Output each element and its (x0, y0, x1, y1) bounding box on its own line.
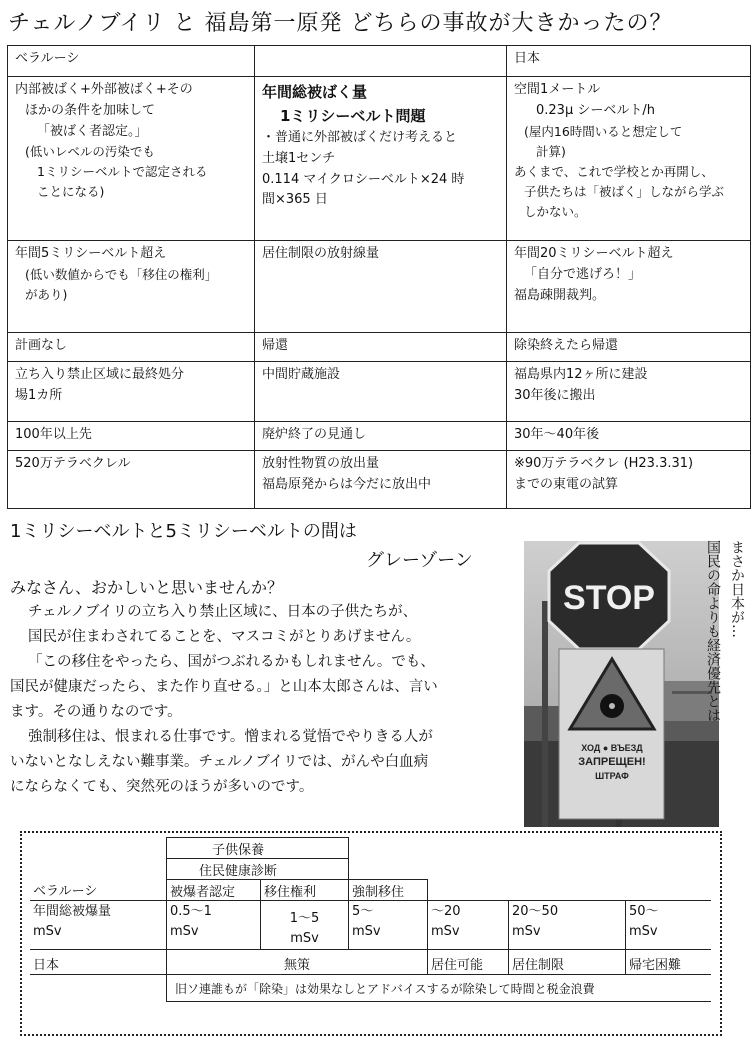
cell-belarus (8, 77, 255, 241)
cell-topic: 帰還 (255, 333, 507, 362)
cell-belarus (8, 451, 255, 509)
cell-line: 福島原発からは今だに放出中 (262, 476, 432, 492)
cell-line: 福島県内12ヶ所に建設 (514, 367, 648, 382)
cell-line: (屋内16時間いると想定して (524, 123, 683, 139)
belarus-item: 移住権利 (260, 879, 349, 901)
cell-line: ことになる) (37, 184, 105, 200)
cell-line: 「自分で逃げろ！」 (524, 266, 642, 282)
caption-line: 国民の命よりも経済優先とは (705, 540, 721, 722)
japan-none: 無策 (166, 949, 428, 975)
belarus-item: 強制移住 (348, 879, 428, 901)
cell-line: ・普通に外部被ばくだけ考えると (262, 130, 458, 145)
cell-line: (低いレベルの汚染でも (25, 144, 155, 160)
cell-belarus: 計画なし (8, 333, 255, 362)
table-row (8, 241, 751, 333)
paragraph-line: 強制移住は、恨まれる仕事です。憎まれる覚悟でやりきる人が (28, 729, 433, 745)
cell-japan (507, 77, 751, 241)
dose-range-cell (427, 900, 509, 950)
gray-zone-heading: 1ミリシーベルトと5ミリシーベルトの間は (10, 521, 357, 542)
dose-range: 50～ (629, 904, 659, 919)
cell-line: 子供たちは「被ばく」しながら学ぶ (524, 183, 725, 199)
cell-line: までの東電の試算 (514, 476, 619, 492)
cell-line: 1ミリシーベルトで認定される (37, 164, 208, 180)
header-topic (255, 46, 507, 77)
stop-sign-text: STOP (563, 579, 655, 617)
cell-belarus: 100年以上先 (8, 422, 255, 451)
cell-japan (507, 241, 751, 333)
unit-label: mSv (290, 931, 319, 946)
dose-range: 5～ (352, 904, 374, 919)
cell-line: 1ミリシーベルト問題 (280, 107, 426, 125)
unit-label: mSv (33, 924, 62, 939)
plate-text: ЗАПРЕЩЕН! (578, 756, 646, 768)
decontamination-footnote: 旧ソ連誰もが「除染」は効果なしとアドバイスするが除染して時間と税金浪費 (166, 974, 711, 1002)
cell-line: 土壌1センチ (262, 150, 336, 166)
cell-topic (255, 77, 507, 241)
cell-japan: 除染終えたら帰還 (507, 333, 751, 362)
stop-sign-photo (524, 541, 719, 827)
paragraph-line: にならなくても、突然死のほうが多いのです。 (10, 779, 314, 795)
dose-range-cell (166, 900, 261, 950)
cell-line: 福島疎開裁判。 (514, 287, 606, 303)
cell-line: 中間貯蔵施設 (262, 367, 341, 382)
paragraph-line: 国民が住まわされてることを、マスコミがとりあげません。 (28, 629, 421, 645)
dose-scale-box (20, 831, 722, 1036)
comparison-table (7, 45, 751, 509)
belarus-row-label: ベラルーシ (30, 879, 167, 901)
header-japan: 日本 (507, 46, 751, 77)
header-belarus: ベラルーシ (8, 46, 255, 77)
unit-label: mSv (629, 924, 658, 939)
cell-line: 年間20ミリシーベルト超え (514, 246, 674, 261)
belarus-item: 被爆者認定 (166, 879, 261, 901)
plate-text: ХОД ● ВЪЕЗД (581, 743, 643, 753)
cell-line: (低い数値からでも「移住の権利」 (25, 266, 218, 282)
table-row (8, 333, 751, 362)
child-care-label: 子供保養 (166, 837, 349, 859)
paragraph-line: 「この移住をやったら、国がつぶれるかもしれません。でも、 (28, 654, 435, 670)
dose-range: 1～5 (289, 911, 320, 926)
cell-line: 30年後に搬出 (514, 387, 596, 403)
unit-label: mSv (170, 924, 199, 939)
table-row (8, 422, 751, 451)
cell-line: 計算) (536, 143, 566, 159)
cell-japan: 30年～40年後 (507, 422, 751, 451)
dose-range-cell (260, 900, 349, 950)
table-row (8, 451, 751, 509)
photo-image (524, 541, 719, 827)
cell-line: ほかの条件を加味して (25, 102, 156, 118)
cell-topic (255, 362, 507, 422)
cell-line: があり) (25, 286, 68, 302)
cell-line: 空間1メートル (514, 82, 601, 97)
question-heading: みなさん、おかしいと思いませんか？ (10, 578, 283, 597)
dose-range: 20～50 (512, 904, 559, 919)
cell-line: 間×365 日 (262, 192, 328, 208)
plate-text: ШТРАФ (595, 771, 629, 781)
table-header-row (8, 46, 751, 77)
dose-range: 0.5～1 (170, 904, 212, 919)
paragraph-line: チェルノブイリの立ち入り禁止区域に、日本の子供たちが、 (28, 604, 418, 620)
dose-range-cell (508, 900, 626, 950)
cell-topic (255, 241, 507, 333)
japan-item: 居住制限 (508, 949, 626, 975)
gray-zone-label: グレーゾーン (366, 550, 473, 571)
cell-japan (507, 451, 751, 509)
paragraph-line: いないとなしえない難事業。チェルノブイリでは、がんや白血病 (10, 754, 429, 770)
table-row (8, 362, 751, 422)
photo-caption (705, 540, 749, 830)
japan-item: 帰宅困難 (625, 949, 711, 975)
cell-line: 年間総被ばく量 (262, 83, 368, 101)
cell-line: 放射性物質の放出量 (262, 456, 380, 471)
unit-label: mSv (512, 924, 541, 939)
body-paragraph (10, 600, 515, 800)
japan-row-label: 日本 (30, 949, 167, 975)
table-row (8, 77, 751, 241)
cell-line: 年間5ミリシーベルト超え (15, 246, 167, 261)
dose-range-cell (625, 900, 711, 950)
cell-line: 場1カ所 (15, 387, 63, 403)
cell-line: 520万テラベクレル (15, 456, 131, 471)
health-exam-label: 住民健康診断 (166, 858, 349, 880)
cell-line: ※90万テラベクレ (H23.3.31) (514, 456, 694, 471)
cell-line: 立ち入り禁止区域に最終処分 (15, 367, 185, 382)
cell-line: 0.23μ シーベルト/h (536, 102, 655, 118)
caption-line: まさか日本が… (729, 540, 745, 638)
paragraph-line: 国民が健康だったら、また作り直せる。」と山本太郎さんは、言い (10, 679, 438, 695)
unit-label: mSv (431, 924, 460, 939)
dose-row-label (30, 900, 167, 950)
cell-line: 0.114 マイクロシーベルト×24 時 (262, 171, 465, 187)
cell-line: 居住制限の放射線量 (262, 246, 380, 261)
dose-range-cell (348, 900, 428, 950)
cell-line: 「被ばく者認定。」 (37, 123, 148, 139)
cell-line: 内部被ばく+外部被ばく+その (15, 82, 193, 97)
cell-belarus (8, 362, 255, 422)
cell-belarus (8, 241, 255, 333)
cell-topic: 廃炉終了の見通し (255, 422, 507, 451)
cell-line: しかない。 (524, 203, 587, 219)
unit-label: mSv (352, 924, 381, 939)
cell-line: あくまで、これで学校とか再開し、 (514, 163, 714, 179)
dose-range: ～20 (431, 904, 461, 919)
paragraph-line: ます。その通りなのです。 (10, 704, 182, 720)
page-title: チェルノブイリ と 福島第一原発 どちらの事故が大きかったの？ (8, 11, 673, 36)
dose-label: 年間総被爆量 (33, 904, 112, 919)
cell-japan (507, 362, 751, 422)
japan-item: 居住可能 (427, 949, 509, 975)
cell-topic (255, 451, 507, 509)
